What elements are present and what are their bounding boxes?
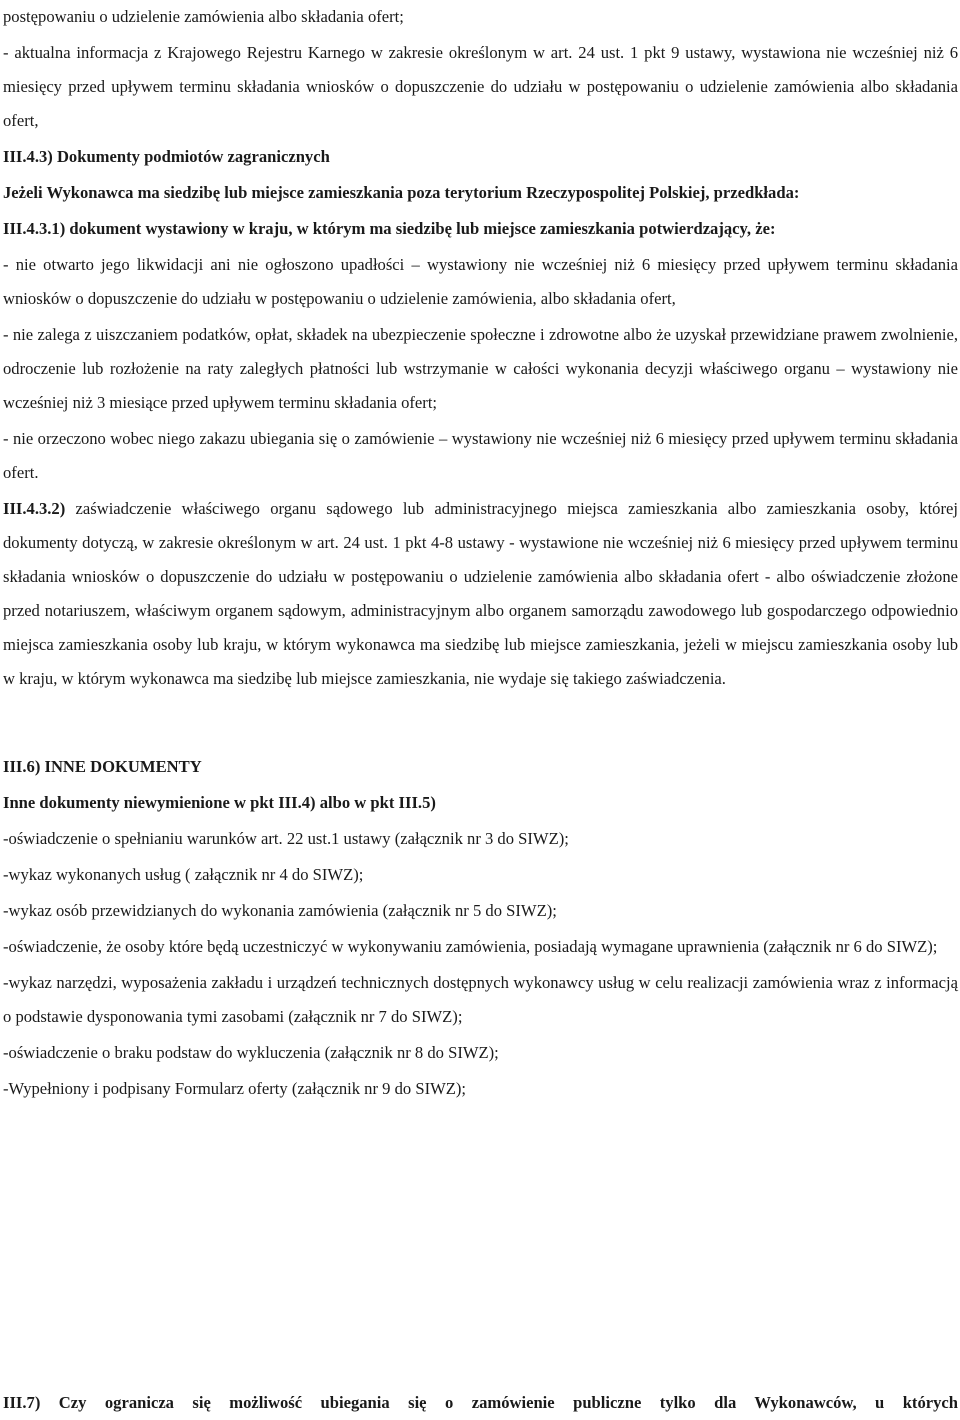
heading-other-documents: III.6) INNE DOKUMENTY [3, 757, 202, 776]
list-item-offer-form: -Wypełniony i podpisany Formularz oferty (załącznik nr 9 do SIWZ); [3, 1079, 467, 1098]
heading-restriction-question: III.7) Czy ogranicza się możliwość ubiegania się o zamówienie publiczne tylko dla Wykonawców, u których [3, 1393, 958, 1412]
cutoff-line-container [3, 1386, 958, 1420]
paragraph-foreign-intro: Jeżeli Wykonawca ma siedzibę lub miejsce zamieszkania poza terytorium Rzeczypospolitej Polskiej, przedkłada: [3, 183, 800, 202]
paragraph-no-ban: - nie orzeczono wobec niego zakazu ubiegania się o zamówienie – wystawiony nie wcześniej niż 6 miesięcy przed upływem terminu składania ofert. [3, 429, 958, 482]
paragraph-court-certificate-body: zaświadczenie właściwego organu sądowego lub administracyjnego miejsca zamieszkania albo zamieszkania osoby, której dokumenty dotyczą, w zakresie określonym w art. 24 ust. 1 pkt 4-8 ustawy - wystawione nie wcześniej niż 6 miesięcy przed upływem terminu składania wniosków o dopuszczenie do udziału w postępowaniu o udzielenie zamówienia albo składania ofert - albo oświadczenie złożone przed notariuszem, właściwym organem sądowym, administracyjnym albo organem samorządu zawodowego lub gospodarczego odpowiednio miejsca zamieszkania osoby lub kraju, w którym wykonawca ma siedzibę lub miejsce zamieszkania, jeżeli w miejscu zamieszkania osoby lub w kraju, w którym wykonawca ma siedzibę lub miejsce zamieszkania, nie wydaje się takiego zaświadczenia. [3, 499, 958, 688]
list-item-qualifications-statement: -oświadczenie, że osoby które będą uczestniczyć w wykonywaniu zamówienia, posiadają wymagane uprawnienia (załącznik nr 6 do SIWZ); [3, 937, 938, 956]
heading-foreign-documents: III.4.3) Dokumenty podmiotów zagranicznych [3, 147, 330, 166]
list-item-tools-list: -wykaz narzędzi, wyposażenia zakładu i urządzeń technicznych dostępnych wykonawcy usług w celu realizacji zamówienia wraz z informacją o podstawie dysponowania tymi zasobami (załącznik nr 7 do SIWZ); [3, 973, 958, 1026]
paragraph-no-liquidation: - nie otwarto jego likwidacji ani nie ogłoszono upadłości – wystawiony nie wcześniej niż 6 miesięcy przed upływem terminu składania wniosków o dopuszczenie do udziału w postępowaniu o udzielenie zamówienia, albo składania ofert, [3, 255, 958, 308]
paragraph-court-certificate [3, 492, 958, 696]
document-page [3, 0, 958, 1106]
paragraph-no-tax-arrears: - nie zalega z uiszczaniem podatków, opłat, składek na ubezpieczenie społeczne i zdrowotne albo że uzyskał przewidziane prawem zwolnienie, odroczenie lub rozłożenie na raty zaległych płatności lub wstrzymanie w całości wykonania decyzji właściwego organu – wystawiony nie wcześniej niż 3 miesiące przed upływem terminu składania ofert; [3, 325, 958, 412]
paragraph-court-certificate-prefix: III.4.3.2) [3, 499, 66, 518]
list-item-persons-list: -wykaz osób przewidzianych do wykonania zamówienia (załącznik nr 5 do SIWZ); [3, 901, 557, 920]
heading-foreign-document-1: III.4.3.1) dokument wystawiony w kraju, w którym ma siedzibę lub miejsce zamieszkania potwierdzający, że: [3, 219, 776, 238]
list-item-statement-conditions: -oświadczenie o spełnianiu warunków art. 22 ust.1 ustawy (załącznik nr 3 do SIWZ); [3, 829, 569, 848]
list-item-services-list: -wykaz wykonanych usług ( załącznik nr 4 do SIWZ); [3, 865, 364, 884]
section-gap [3, 696, 958, 750]
paragraph-krk-info: - aktualna informacja z Krajowego Rejestru Karnego w zakresie określonym w art. 24 ust. 1 pkt 9 ustawy, wystawiona nie wcześniej niż 6 miesięcy przed upływem terminu składania wniosków o dopuszczenie do udziału w postępowaniu o udzielenie zamówienia albo składania ofert, [3, 43, 958, 130]
paragraph-continuation: postępowaniu o udzielenie zamówienia albo składania ofert; [3, 7, 404, 26]
subheading-other-documents: Inne dokumenty niewymienione w pkt III.4) albo w pkt III.5) [3, 793, 436, 812]
list-item-no-exclusion-statement: -oświadczenie o braku podstaw do wykluczenia (załącznik nr 8 do SIWZ); [3, 1043, 499, 1062]
